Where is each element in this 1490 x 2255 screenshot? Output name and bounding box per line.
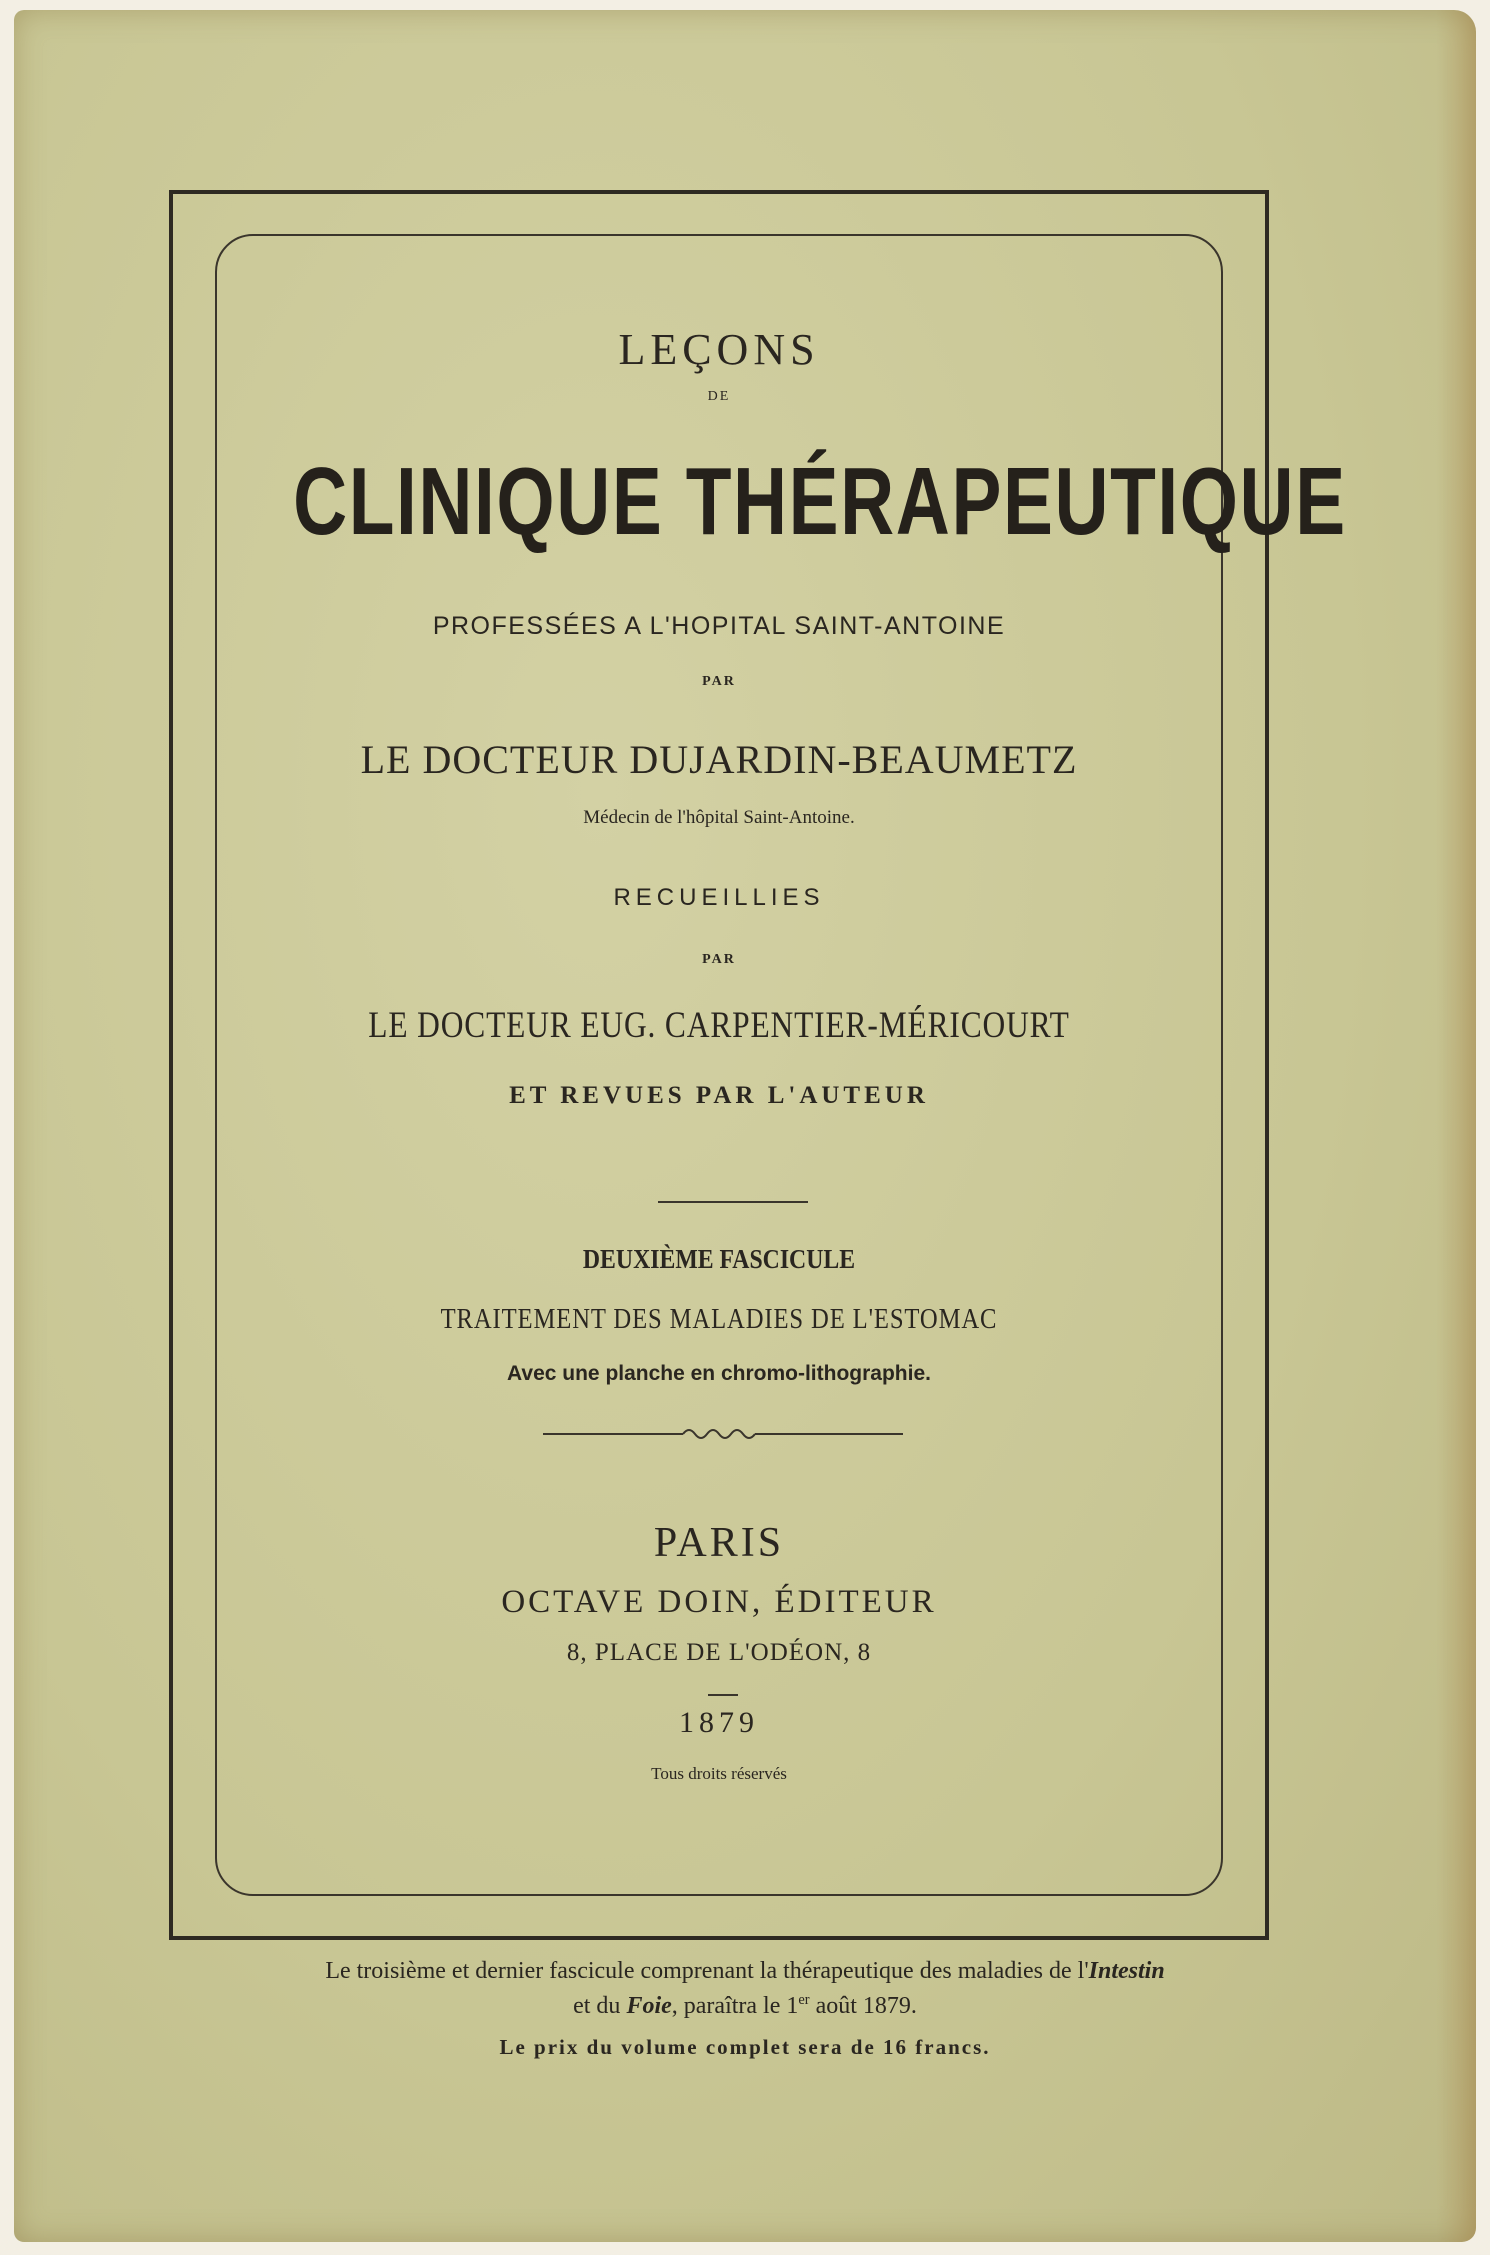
author-name: LE DOCTEUR DUJARDIN-BEAUMETZ <box>360 737 1078 782</box>
cover-page <box>14 10 1476 2242</box>
publisher-address: 8, PLACE DE L'ODÉON, 8 <box>566 1639 872 1666</box>
author-role: Médecin de l'hôpital Saint-Antoine. <box>583 807 855 828</box>
fascicule-label: DEUXIÈME FASCICULE <box>582 1244 856 1274</box>
word-de: DE <box>707 389 731 404</box>
publication-year: 1879 <box>679 1706 759 1739</box>
city: PARIS <box>653 1520 785 1566</box>
footer-line-2-c: août 1879. <box>809 1993 917 2019</box>
footer-sup: er <box>798 1992 810 2008</box>
footer-line-2 <box>14 1992 1476 2020</box>
divider-rule <box>658 1201 808 1203</box>
editor-name: LE DOCTEUR EUG. CARPENTIER-MÉRICOURT <box>368 1005 1070 1046</box>
revues-line: ET REVUES PAR L'AUTEUR <box>509 1082 929 1109</box>
main-title: CLINIQUE THÉRAPEUTIQUE <box>293 448 1347 555</box>
title-frame-outer <box>169 190 1347 1940</box>
rights-note: Tous droits réservés <box>651 1764 787 1783</box>
recueillies-line: RECUEILLIES <box>613 884 825 911</box>
page-edge-shading <box>1436 10 1476 2242</box>
footer-intestin: Intestin <box>1088 1958 1165 1984</box>
footer-line-1-text: Le troisième et dernier fascicule comprenant la thérapeutique des maladies de l' <box>325 1958 1089 1984</box>
planche-note: Avec une planche en chromo-lithographie. <box>507 1362 931 1385</box>
footer-line-2-b: , paraîtra le 1 <box>671 1993 799 2019</box>
heading-lecons: LEÇONS <box>618 325 820 374</box>
word-par-1: PAR <box>702 674 736 689</box>
footer-line-2-a: et du <box>573 1993 627 2019</box>
footer-price: Le prix du volume complet sera de 16 francs. <box>499 2035 991 2059</box>
word-par-2: PAR <box>702 952 736 967</box>
publisher: OCTAVE DOIN, ÉDITEUR <box>501 1584 937 1620</box>
ornament-divider <box>543 1424 903 1444</box>
footer-line-1 <box>14 1958 1476 1985</box>
year-rule <box>708 1694 738 1696</box>
footer-foie: Foie <box>626 1993 672 2019</box>
professees-line: PROFESSÉES A L'HOPITAL SAINT-ANTOINE <box>432 612 1006 640</box>
subject-line: TRAITEMENT DES MALADIES DE L'ESTOMAC <box>440 1304 998 1335</box>
